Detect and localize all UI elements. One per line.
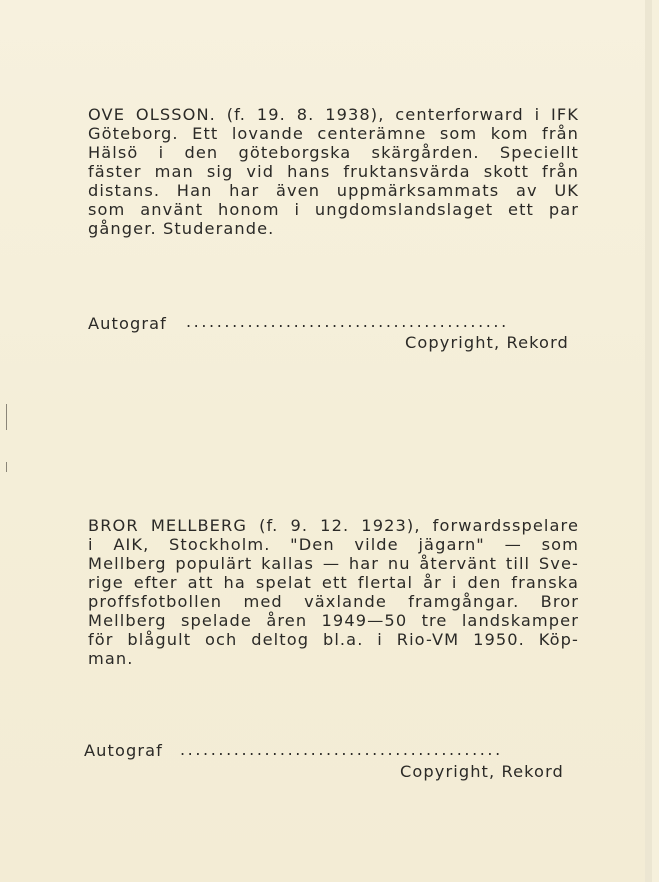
bio-line: som använt honom i ungdomslandslaget ett par xyxy=(88,200,579,219)
player-bio-mellberg xyxy=(88,516,579,668)
autograph-label: Autograf xyxy=(84,741,163,760)
binder-mark xyxy=(6,462,7,472)
copyright-notice: Copyright, Rekord xyxy=(405,333,569,352)
card-edge xyxy=(645,0,652,882)
binder-mark xyxy=(6,404,7,430)
bio-line: i AIK, Stockholm. "Den vilde jägarn" — som xyxy=(88,535,579,554)
bio-line: distans. Han har även uppmärksammats av UK xyxy=(88,181,579,200)
bio-line: Göteborg. Ett lovande centerämne som kom från xyxy=(88,124,579,143)
bio-line: BROR MELLBERG (f. 9. 12. 1923), forwardsspelare xyxy=(88,516,579,535)
autograph-line: .......................................... xyxy=(186,312,509,331)
autograph-label: Autograf xyxy=(88,314,167,333)
bio-line: man. xyxy=(88,649,134,668)
bio-line: Hälsö i den göteborgska skärgården. Speciellt xyxy=(88,143,579,162)
player-bio-olsson xyxy=(88,105,579,238)
bio-line: OVE OLSSON. (f. 19. 8. 1938), centerforward i IFK xyxy=(88,105,579,124)
bio-line: rige efter att ha spelat ett flertal år i den franska xyxy=(88,573,579,592)
bio-line: Mellberg spelade åren 1949—50 tre landskamper xyxy=(88,611,579,630)
bio-line: för blågult och deltog bl.a. i Rio-VM 1950. Köp- xyxy=(88,630,579,649)
bio-line: proffsfotbollen med växlande framgångar. Bror xyxy=(88,592,579,611)
bio-line: gånger. Studerande. xyxy=(88,219,275,238)
autograph-line: .......................................... xyxy=(180,740,503,759)
bio-line: fäster man sig vid hans fruktansvärda skott från xyxy=(88,162,579,181)
bio-line: Mellberg populärt kallas — har nu återvänt till Sve- xyxy=(88,554,579,573)
copyright-notice: Copyright, Rekord xyxy=(400,762,564,781)
